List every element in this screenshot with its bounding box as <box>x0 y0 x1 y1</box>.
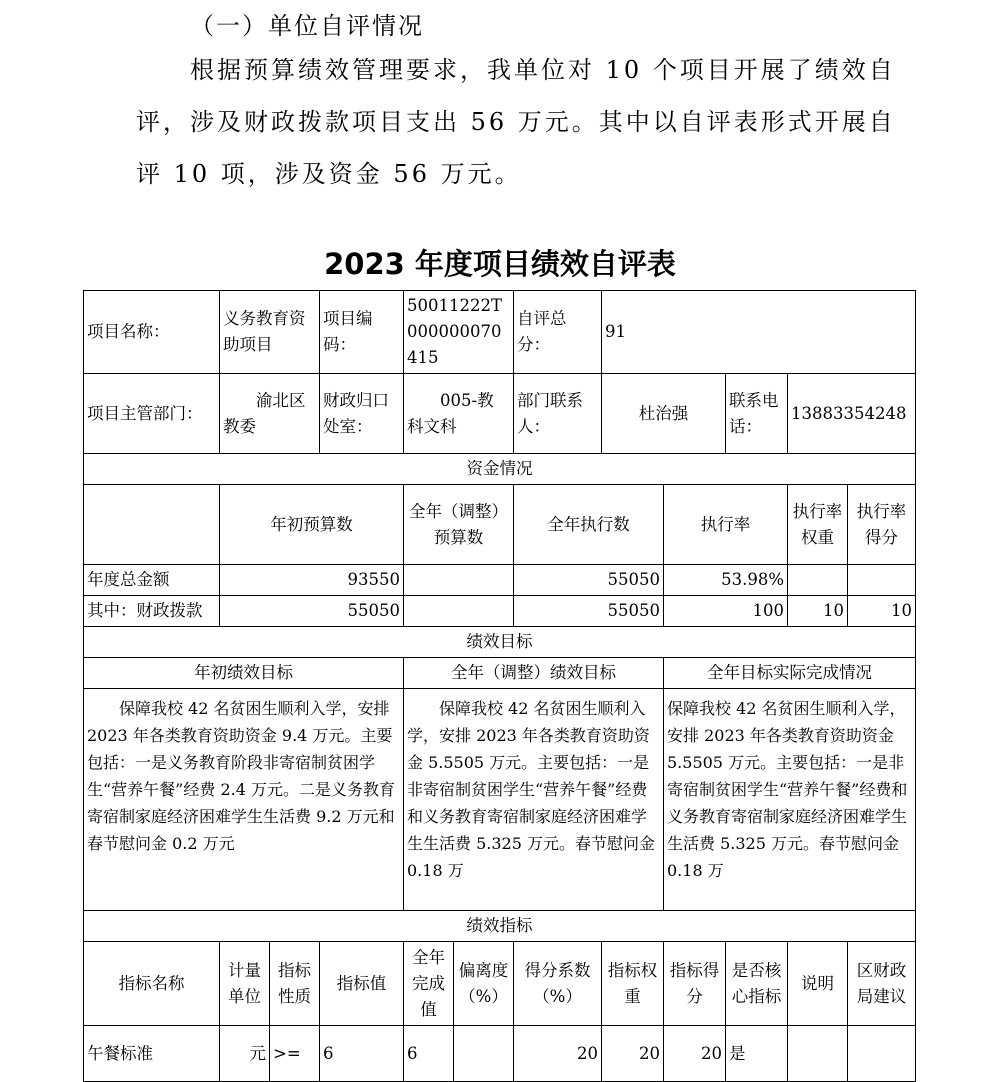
indicator-header-weight: 指标权重 <box>602 942 664 1026</box>
indicator-header-advice: 区财政局建议 <box>848 942 916 1026</box>
indicator-nature: >= <box>270 1026 320 1082</box>
indicators-section-title: 绩效指标 <box>84 911 916 942</box>
contact-value: 杜治强 <box>602 374 726 454</box>
dept-value: 渝北区教委 <box>220 374 320 454</box>
funds-section-row <box>84 454 916 485</box>
indicators-section-row <box>84 911 916 942</box>
funds-row-score <box>848 565 916 596</box>
funds-row-label: 其中：财政拨款 <box>84 596 220 627</box>
goals-header-actual: 全年目标实际完成情况 <box>664 658 916 689</box>
funds-row-weight: 10 <box>788 596 848 627</box>
indicators-header-row <box>84 942 916 1026</box>
table-title: 2023 年度项目绩效自评表 <box>324 247 676 281</box>
funds-row-weight <box>788 565 848 596</box>
indicator-actual: 6 <box>404 1026 454 1082</box>
indicator-header-coef: 得分系数（%） <box>514 942 602 1026</box>
section-heading: （一）单位自评情况 <box>190 12 424 40</box>
goals-section-row <box>84 627 916 658</box>
dept-label: 项目主管部门： <box>84 374 220 454</box>
goals-text-row <box>84 689 916 911</box>
indicator-name: 午餐标准 <box>84 1026 220 1082</box>
info-row-1 <box>84 291 916 374</box>
indicator-row <box>84 1026 916 1082</box>
project-code-value: 50011222T000000070415 <box>404 291 514 374</box>
project-code-label: 项目编码： <box>320 291 404 374</box>
funds-row-rate: 100 <box>664 596 788 627</box>
funds-row-adjusted <box>404 596 514 627</box>
phone-value: 13883354248 <box>788 374 916 454</box>
goals-adjusted-text: 保障我校 42 名贫困生顺利入学，安排 2023 年各类教育资助资金 5.5505 万元。主要包括：一是非寄宿制贫困学生“营养午餐”经费和义务教育寄宿制家庭经济困难学生生活费 5.325 万元。春节慰问金 0.18 万 <box>404 689 664 911</box>
goals-actual-text: 保障我校 42 名贫困生顺利入学，安排 2023 年各类教育资助资金 5.5505 万元。主要包括：一是非寄宿制贫困学生“营养午餐”经费和义务教育寄宿制家庭经济困难学生生活费 5.325 万元。春节慰问金 0.18 万 <box>664 689 916 911</box>
indicator-coef: 20 <box>514 1026 602 1082</box>
indicator-header-unit: 计量单位 <box>220 942 270 1026</box>
indicator-value: 6 <box>320 1026 404 1082</box>
indicator-weight: 20 <box>602 1026 664 1082</box>
funds-row-label: 年度总金额 <box>84 565 220 596</box>
intro-paragraph: 根据预算绩效管理要求，我单位对 10 个项目开展了绩效自评，涉及财政拨款项目支出 56 万元。其中以自评表形式开展自评 10 项，涉及资金 56 万元。 <box>136 56 896 188</box>
office-label: 财政归口处室： <box>320 374 404 454</box>
indicator-header-core: 是否核心指标 <box>726 942 788 1026</box>
indicator-advice <box>848 1026 916 1082</box>
goals-header-row <box>84 658 916 689</box>
indicator-header-nature: 指标性质 <box>270 942 320 1026</box>
funds-header-row <box>84 485 916 565</box>
funds-row-score: 10 <box>848 596 916 627</box>
evaluation-table <box>83 290 916 1082</box>
funds-header-blank <box>84 485 220 565</box>
funds-row-executed: 55050 <box>514 565 664 596</box>
indicator-score: 20 <box>664 1026 726 1082</box>
office-value: 005-教科文科 <box>404 374 514 454</box>
indicator-deviation <box>454 1026 514 1082</box>
indicator-unit: 元 <box>220 1026 270 1082</box>
indicator-header-score: 指标得分 <box>664 942 726 1026</box>
project-name-value: 义务教育资助项目 <box>220 291 320 374</box>
indicator-header-value: 指标值 <box>320 942 404 1026</box>
funds-row-total <box>84 565 916 596</box>
funds-row-adjusted <box>404 565 514 596</box>
goals-initial-text: 保障我校 42 名贫困生顺利入学，安排 2023 年各类教育资助资金 9.4 万元。主要包括：一是义务教育阶段非寄宿制贫困学生“营养午餐”经费 2.4 万元。二是义务教育寄宿制家庭经济困难学生生活费 9.2 万元和春节慰问金 0.2 万元 <box>84 689 404 911</box>
indicator-header-name: 指标名称 <box>84 942 220 1026</box>
total-score-value: 91 <box>602 291 916 374</box>
info-row-2 <box>84 374 916 454</box>
funds-section-title: 资金情况 <box>84 454 916 485</box>
contact-label: 部门联系人： <box>514 374 602 454</box>
goals-section-title: 绩效目标 <box>84 627 916 658</box>
indicator-header-actual: 全年完成值 <box>404 942 454 1026</box>
funds-row-rate: 53.98% <box>664 565 788 596</box>
funds-header-rate: 执行率 <box>664 485 788 565</box>
funds-header-score: 执行率得分 <box>848 485 916 565</box>
goals-header-initial: 年初绩效目标 <box>84 658 404 689</box>
funds-header-weight: 执行率权重 <box>788 485 848 565</box>
funds-header-adjusted: 全年（调整）预算数 <box>404 485 514 565</box>
indicator-core: 是 <box>726 1026 788 1082</box>
goals-header-adjusted: 全年（调整）绩效目标 <box>404 658 664 689</box>
indicator-note <box>788 1026 848 1082</box>
funds-row-budget: 93550 <box>220 565 404 596</box>
funds-row-executed: 55050 <box>514 596 664 627</box>
total-score-label: 自评总分： <box>514 291 602 374</box>
phone-label: 联系电话： <box>726 374 788 454</box>
indicator-header-deviation: 偏离度（%） <box>454 942 514 1026</box>
funds-row-budget: 55050 <box>220 596 404 627</box>
project-name-label: 项目名称： <box>84 291 220 374</box>
indicator-header-note: 说明 <box>788 942 848 1026</box>
funds-header-executed: 全年执行数 <box>514 485 664 565</box>
funds-header-budget: 年初预算数 <box>220 485 404 565</box>
funds-row-fiscal <box>84 596 916 627</box>
